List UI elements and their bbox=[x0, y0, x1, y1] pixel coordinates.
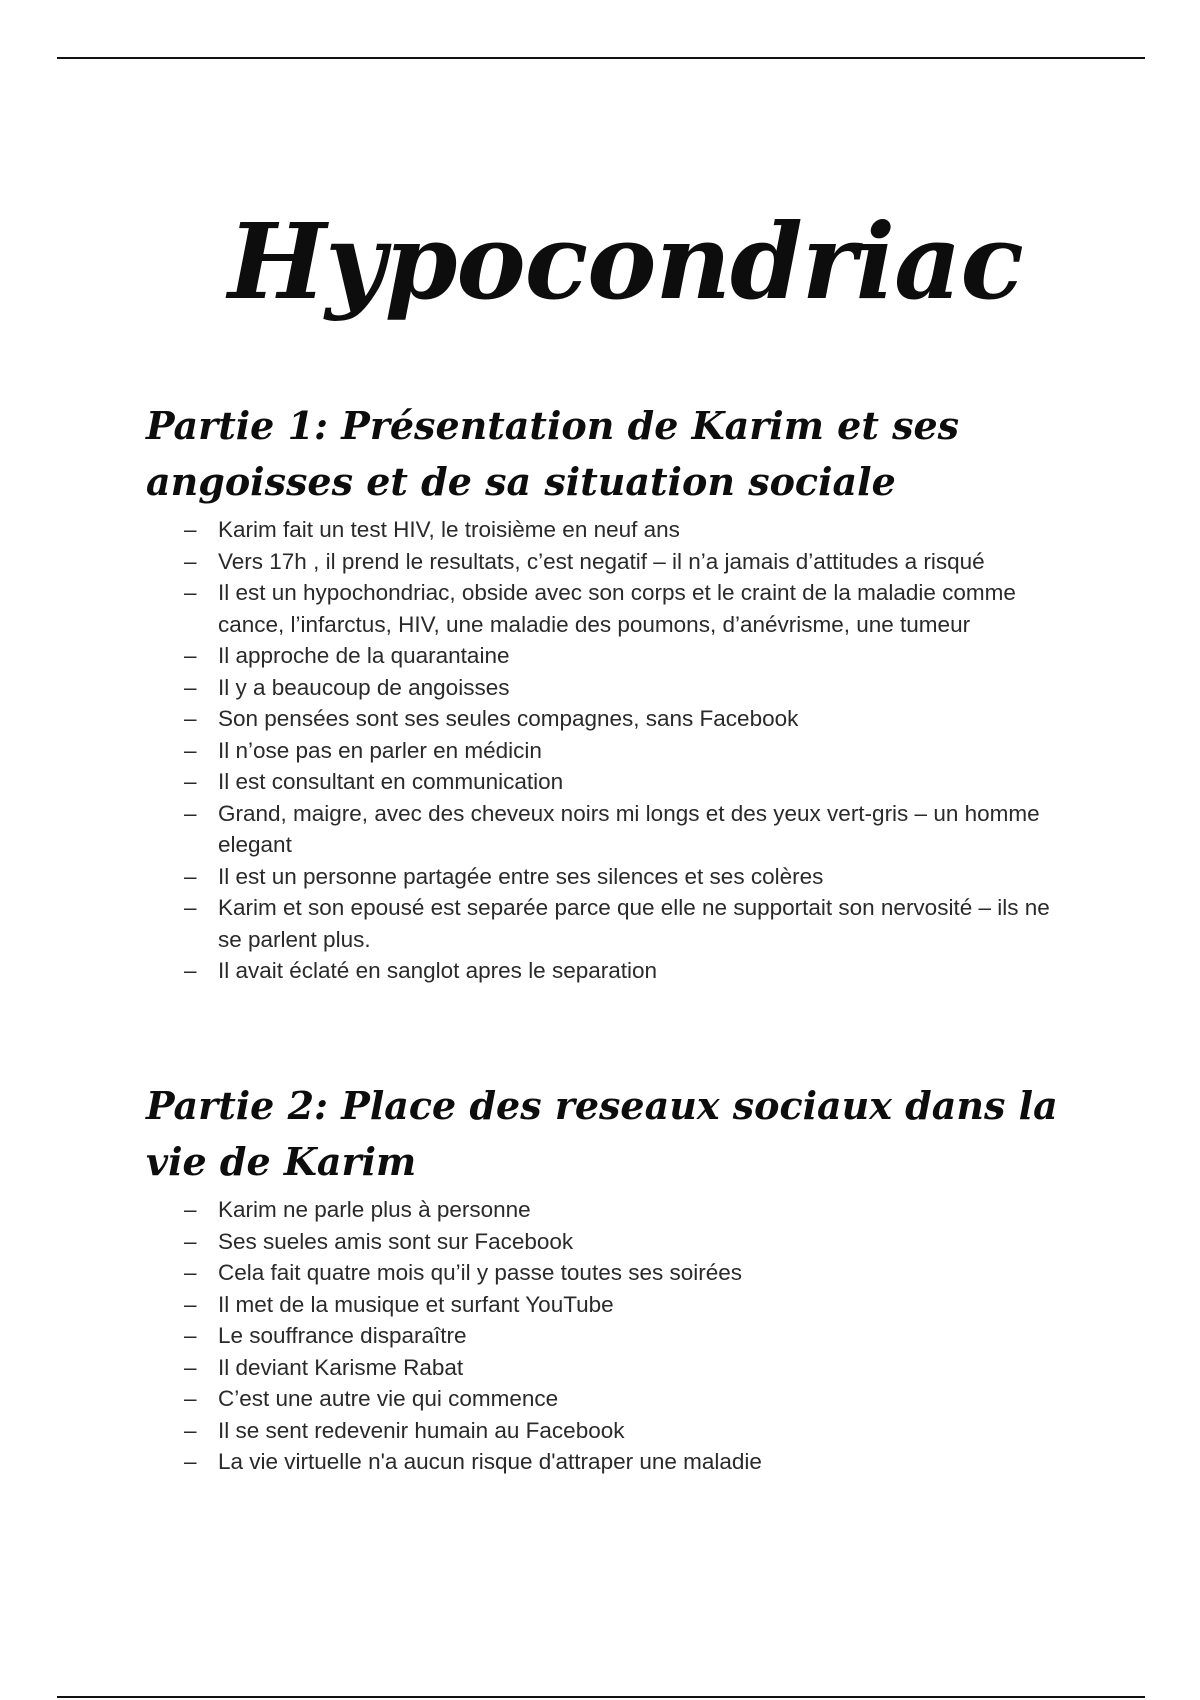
list-item-text: Il est un hypochondriac, obside avec son corps et le craint de la maladie comme cance, l’infarctus, HIV, une maladie des poumons, d’anévrisme, une tumeur bbox=[218, 580, 1016, 637]
dash-marker: – bbox=[184, 737, 197, 763]
dash-marker: – bbox=[184, 1449, 197, 1474]
list-item bbox=[180, 1194, 1060, 1226]
list-item-text: Karim ne parle plus à personne bbox=[218, 1197, 531, 1222]
dash-marker: – bbox=[184, 548, 197, 574]
dash-marker: – bbox=[184, 1386, 197, 1411]
list-item bbox=[180, 1352, 1060, 1384]
list-item-text: La vie virtuelle n'a aucun risque d'attraper une maladie bbox=[218, 1449, 762, 1474]
list-item bbox=[180, 577, 1060, 640]
list-item bbox=[180, 955, 1060, 987]
list-item bbox=[180, 798, 1060, 861]
bullet-list-partie-1 bbox=[180, 514, 1060, 987]
list-item-text: Grand, maigre, avec des cheveux noirs mi longs et des yeux vert-gris – un homme elegant bbox=[218, 800, 1040, 857]
list-item bbox=[180, 735, 1060, 767]
list-item-text: Ses sueles amis sont sur Facebook bbox=[218, 1228, 574, 1254]
list-item-text: Il approche de la quarantaine bbox=[218, 643, 510, 668]
dash-marker: – bbox=[184, 517, 197, 542]
list-item bbox=[180, 546, 1060, 578]
list-item-text: Son pensées sont ses seules compagnes, sans Facebook bbox=[218, 706, 799, 731]
list-item bbox=[180, 892, 1060, 955]
list-item bbox=[180, 1320, 1060, 1352]
dash-marker: – bbox=[184, 674, 197, 700]
list-item-text: Karim et son epousé est separée parce que elle ne supportait son nervosité – ils ne se parlent plus. bbox=[218, 895, 1050, 952]
bottom-rule bbox=[57, 1696, 1145, 1698]
list-item-text: C’est une autre vie qui commence bbox=[218, 1386, 559, 1411]
dash-marker: – bbox=[184, 769, 197, 794]
list-item-text: Il avait éclaté en sanglot apres le separation bbox=[218, 958, 658, 983]
dash-marker: – bbox=[184, 958, 197, 983]
dash-marker: – bbox=[184, 1228, 197, 1254]
list-item bbox=[180, 703, 1060, 735]
dash-marker: – bbox=[184, 895, 197, 920]
list-item-text: Il met de la musique et surfant YouTube bbox=[218, 1291, 614, 1317]
dash-marker: – bbox=[184, 1323, 197, 1348]
list-item bbox=[180, 766, 1060, 798]
list-item bbox=[180, 1446, 1060, 1478]
list-item-text: Vers 17h , il prend le resultats, c’est negatif – il n’a jamais d’attitudes a risqué bbox=[218, 548, 985, 574]
list-item-text: Il se sent redevenir humain au Facebook bbox=[218, 1417, 625, 1443]
list-item bbox=[180, 861, 1060, 893]
list-item bbox=[180, 640, 1060, 672]
list-item bbox=[180, 672, 1060, 704]
list-item-text: Il n’ose pas en parler en médicin bbox=[218, 737, 542, 763]
list-item-text: Le souffrance disparaître bbox=[218, 1323, 467, 1348]
document-title: Hypocondriac bbox=[228, 199, 1023, 323]
list-item bbox=[180, 514, 1060, 546]
dash-marker: – bbox=[184, 863, 197, 889]
list-item bbox=[180, 1257, 1060, 1289]
dash-marker: – bbox=[184, 643, 197, 668]
list-item-text: Il est un personne partagée entre ses silences et ses colères bbox=[218, 863, 824, 889]
dash-marker: – bbox=[184, 706, 197, 731]
list-item-text: Il y a beaucoup de angoisses bbox=[218, 674, 510, 700]
top-rule bbox=[57, 57, 1145, 59]
dash-marker: – bbox=[184, 580, 197, 605]
dash-marker: – bbox=[184, 1197, 197, 1222]
list-item-text: Karim fait un test HIV, le troisième en neuf ans bbox=[218, 517, 680, 542]
list-item-text: Il deviant Karisme Rabat bbox=[218, 1354, 464, 1380]
bullet-list-partie-2 bbox=[180, 1194, 1060, 1478]
dash-marker: – bbox=[184, 1354, 197, 1380]
dash-marker: – bbox=[184, 1291, 197, 1317]
list-item bbox=[180, 1289, 1060, 1321]
list-item-text: Il est consultant en communication bbox=[218, 769, 564, 794]
list-item bbox=[180, 1226, 1060, 1258]
section-heading-partie-1: Partie 1: Présentation de Karim et ses angoisses et de sa situation sociale bbox=[146, 403, 960, 504]
list-item-text: Cela fait quatre mois qu’il y passe toutes ses soirées bbox=[218, 1260, 743, 1285]
dash-marker: – bbox=[184, 1260, 197, 1285]
list-item bbox=[180, 1415, 1060, 1447]
list-item bbox=[180, 1383, 1060, 1415]
dash-marker: – bbox=[184, 1417, 197, 1443]
section-heading-partie-2: Partie 2: Place des reseaux sociaux dans la vie de Karim bbox=[146, 1083, 1058, 1184]
dash-marker: – bbox=[184, 800, 197, 826]
